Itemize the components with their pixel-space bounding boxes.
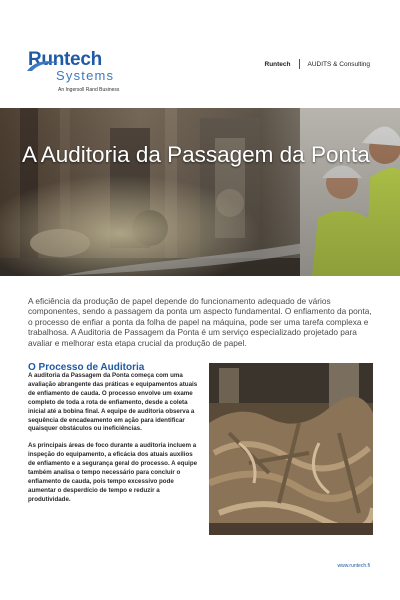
logo-swoosh-icon xyxy=(26,59,60,73)
section-paragraph-1: A auditoria da Passagem da Ponta começa com uma avaliação abrangente das práticas e equipamentos atuais de enfiamento de cauda. O processo envolve um exame completo de toda a rota de enfiamento, desde a coleta inicial até a bobina final. A equipe de auditoria observa a sequência de encadeamento em ação para identificar quaisquer obstáculos ou ineficiências. xyxy=(28,372,198,433)
top-navigation xyxy=(265,59,371,69)
section-heading: O Processo de Auditoria xyxy=(28,362,145,373)
logo-tagline: An Ingersoll Rand Business xyxy=(58,87,120,93)
runtech-logo[interactable] xyxy=(28,50,138,93)
section-body xyxy=(28,372,198,513)
logo-wordmark: Runtech xyxy=(28,49,102,70)
section-paragraph-2: As principais áreas de foco durante a auditoria incluem a inspeção do equipamento, a eficácia dos atuais auxílios de enfiamento e a segurança geral do processo. A equipe também analisa o tempo necessário para concluir o enfiamento de cauda, pois tempo excessivo pode aumentar o desperdício de tempo e reduzir a produtividade. xyxy=(28,442,198,503)
footer-url[interactable]: www.runtech.fi xyxy=(337,563,370,569)
hero-photo xyxy=(0,108,400,276)
hero-title: A Auditoria da Passagem da Ponta xyxy=(22,142,370,167)
hero-banner xyxy=(0,108,400,276)
logo-subtitle: Systems xyxy=(56,68,115,83)
paper-waste-photo xyxy=(209,363,373,535)
nav-section[interactable]: AUDITS & Consulting xyxy=(307,60,370,68)
nav-brand[interactable]: Runtech xyxy=(264,60,291,68)
nav-divider xyxy=(299,59,300,69)
intro-paragraph: A eficiência da produção de papel depende do funcionamento adequado de vários componentes, sendo a passagem da ponta um aspecto fundamental. O enfiamento da ponta, o processo de enfiar a ponta da folha de papel na máquina, pode ser uma tarefa complexa e trabalhosa. A Auditoria de Passagem da Ponta é um serviço especializado projetado para avaliar e melhorar esta etapa crucial da produção de papel. xyxy=(28,296,372,348)
